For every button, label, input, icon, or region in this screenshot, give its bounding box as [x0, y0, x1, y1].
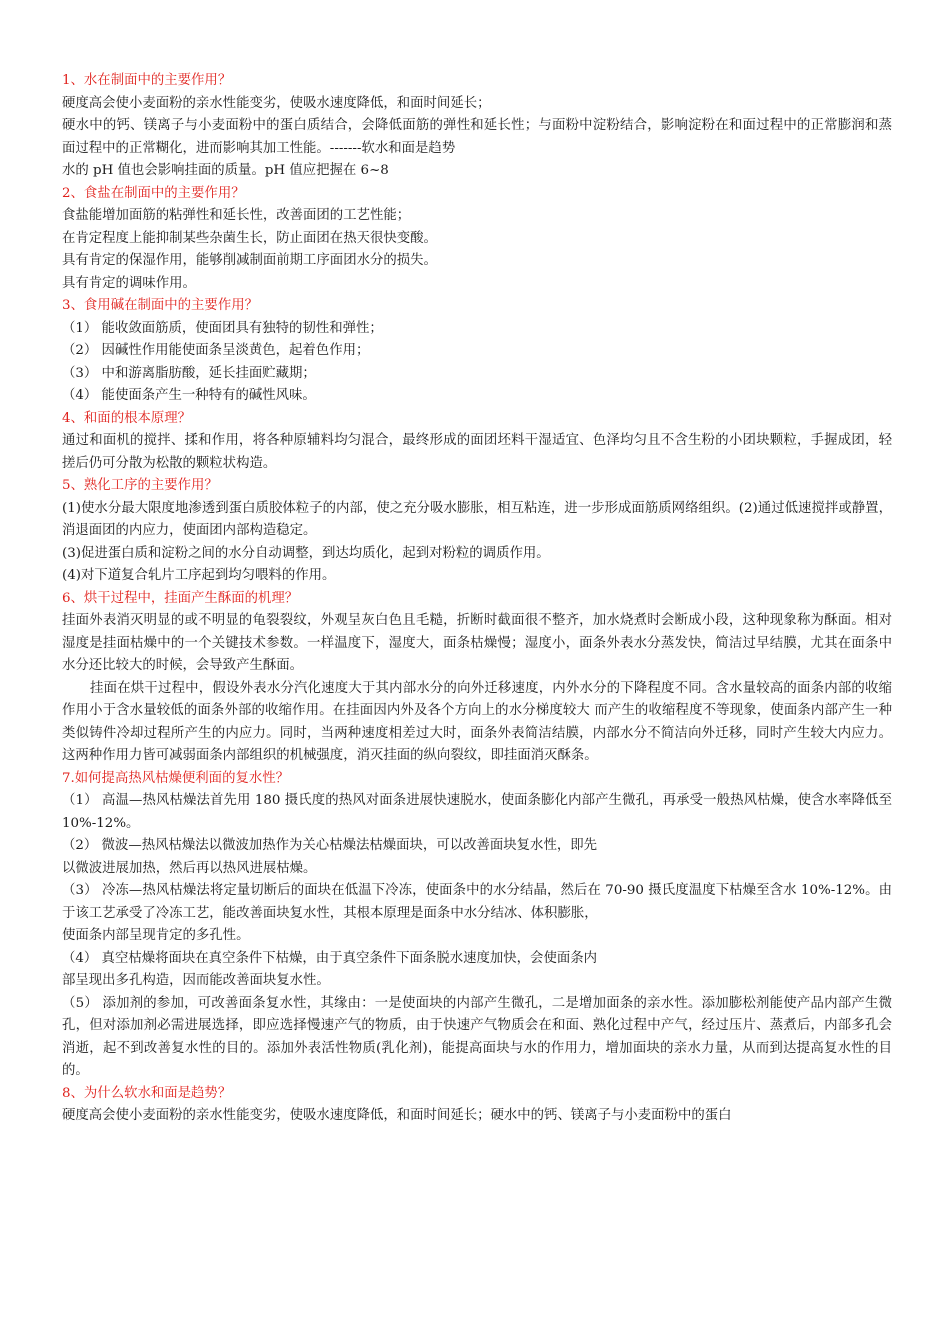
question-heading-2: 2、食盐在制面中的主要作用？ — [62, 185, 245, 201]
paragraph: (3)促进蛋白质和淀粉之间的水分自动调整，到达均质化，起到对粉粒的调质作用。 — [62, 545, 550, 561]
paragraph: 以微波进展加热，然后再以热风进展枯燥。 — [62, 860, 317, 876]
list-item: （5） 添加剂的参加，可改善面条复水性，其缘由：一是使面块的内部产生微孔，二是增加面条的亲水性。添加膨松剂能使产品内部产生微孔，但对添加剂必需进展选择，即应选择慢速产气的物质，由于快速产气物质会在和面、熟化过程中产气，经过压片、蒸煮后，内部多孔会消逝，起不到改善复水性的目的。添加外表活性物质(乳化剂)，能提高面块与水的作用力，增加面块的亲水力量，从而到达提高复水性的目的。 — [62, 995, 892, 1078]
paragraph: 挂面在烘干过程中，假设外表水分汽化速度大于其内部水分的向外迁移速度，内外水分的下降程度不同。含水量较高的面条内部的收缩作用小于含水量较低的面条外部的收缩作用。在挂面因内外及各个方向上的水分梯度较大 而产生的收缩程度不等现象，使面条内部产生一种类似铸件冷却过程所产生的内应力。同时，当两种速度相差过大时，面条外表简洁结膜，内部水分不简洁向外迁移，同时产生较大内应力。这两种作用力皆可减弱面条内部组织的机械强度，消灭挂面的纵向裂纹，即挂面消灭酥条。 — [62, 680, 892, 763]
question-heading-8: 8、为什么软水和面是趋势？ — [62, 1085, 232, 1101]
paragraph: 水的 pH 值也会影响挂面的质量。pH 值应把握在 6~8 — [62, 163, 389, 178]
list-item: （4） 真空枯燥将面块在真空条件下枯燥，由于真空条件下面条脱水速度加快，会使面条内 — [62, 950, 598, 966]
paragraph: 挂面外表消灭明显的或不明显的龟裂裂纹，外观呈灰白色且毛糙，折断时截面很不整齐，加水烧煮时会断成小段，这种现象称为酥面。相对湿度是挂面枯燥中的一个关键技术参数。一样温度下，湿度大，面条枯燥慢；湿度小，面条外表水分蒸发快，简洁过早结膜，尤其在面条中水分还比较大的时候，会导致产生酥面。 — [62, 613, 892, 673]
paragraph: 硬度高会使小麦面粉的亲水性能变劣，使吸水速度降低，和面时间延长； — [62, 95, 491, 111]
list-item: （4） 能使面条产生一种特有的碱性风味。 — [62, 388, 316, 403]
question-heading-6: 6、烘干过程中，挂面产生酥面的机理？ — [62, 590, 299, 606]
paragraph: 硬度高会使小麦面粉的亲水性能变劣，使吸水速度降低，和面时间延长；硬水中的钙、镁离子与小麦面粉中的蛋白 — [62, 1108, 732, 1123]
paragraph: 在肯定程度上能抑制某些杂菌生长，防止面团在热天很快变酸。 — [62, 230, 437, 246]
paragraph: (1)使水分最大限度地渗透到蛋白质胶体粒子的内部，使之充分吸水膨胀，相互粘连，进一步形成面筋质网络组织。(2)通过低速搅拌或静置，消退面团的内应力，使面团内部构造稳定。 — [62, 500, 892, 538]
paragraph: 使面条内部呈现肯定的多孔性。 — [62, 928, 250, 943]
paragraph: (4)对下道复合轧片工序起到均匀喂料的作用。 — [62, 568, 336, 583]
paragraph: 具有肯定的调味作用。 — [62, 275, 196, 291]
paragraph: 食盐能增加面筋的粘弹性和延长性，改善面团的工艺性能； — [62, 208, 411, 223]
list-item: （2） 微波—热风枯燥法以微波加热作为关心枯燥法枯燥面块，可以改善面块复水性，即先 — [62, 838, 598, 853]
paragraph: 硬水中的钙、镁离子与小麦面粉中的蛋白质结合，会降低面筋的弹性和延长性；与面粉中淀粉结合，影响淀粉在和面过程中的正常膨润和蒸面过程中的正常糊化，进而影响其加工性能。-------软水和面是趋势 — [62, 118, 892, 156]
paragraph: 具有肯定的保湿作用，能够削减制面前期工序面团水分的损失。 — [62, 253, 437, 268]
question-heading-4: 4、和面的根本原理？ — [62, 410, 192, 426]
question-heading-7: 7.如何提高热风枯燥便利面的复水性？ — [62, 770, 290, 786]
question-heading-3: 3、食用碱在制面中的主要作用？ — [62, 298, 258, 313]
list-item: （3） 冷冻—热风枯燥法将定量切断后的面块在低温下冷冻，使面条中的水分结晶，然后在 70-90 摄氏度温度下枯燥至含水 10%-12%。由于该工艺承受了冷冻工艺，能改善面块复水性，其根本原理是面条中水分结冰、体积膨胀， — [62, 883, 892, 921]
question-heading-1: 1、水在制面中的主要作用？ — [62, 73, 232, 88]
list-item: （1） 能收敛面筋质，使面团具有独特的韧性和弹性； — [62, 320, 383, 336]
list-item: （1） 高温—热风枯燥法首先用 180 摄氏度的热风对面条进展快速脱水，使面条膨化内部产生微孔，再承受一般热风枯燥，使含水率降低至 10%-12%。 — [62, 793, 892, 831]
paragraph: 通过和面机的搅拌、揉和作用，将各种原辅料均匀混合，最终形成的面团坯料干湿适宜、色泽均匀且不含生粉的小团块颗粒，手握成团，轻搓后仍可分散为松散的颗粒状构造。 — [62, 433, 892, 471]
list-item: （3） 中和游离脂肪酸，延长挂面贮藏期； — [62, 365, 316, 381]
question-heading-5: 5、熟化工序的主要作用？ — [62, 478, 218, 493]
paragraph: 部呈现出多孔构造，因而能改善面块复水性。 — [62, 973, 330, 988]
list-item: （2） 因碱性作用能使面条呈淡黄色，起着色作用； — [62, 343, 370, 358]
